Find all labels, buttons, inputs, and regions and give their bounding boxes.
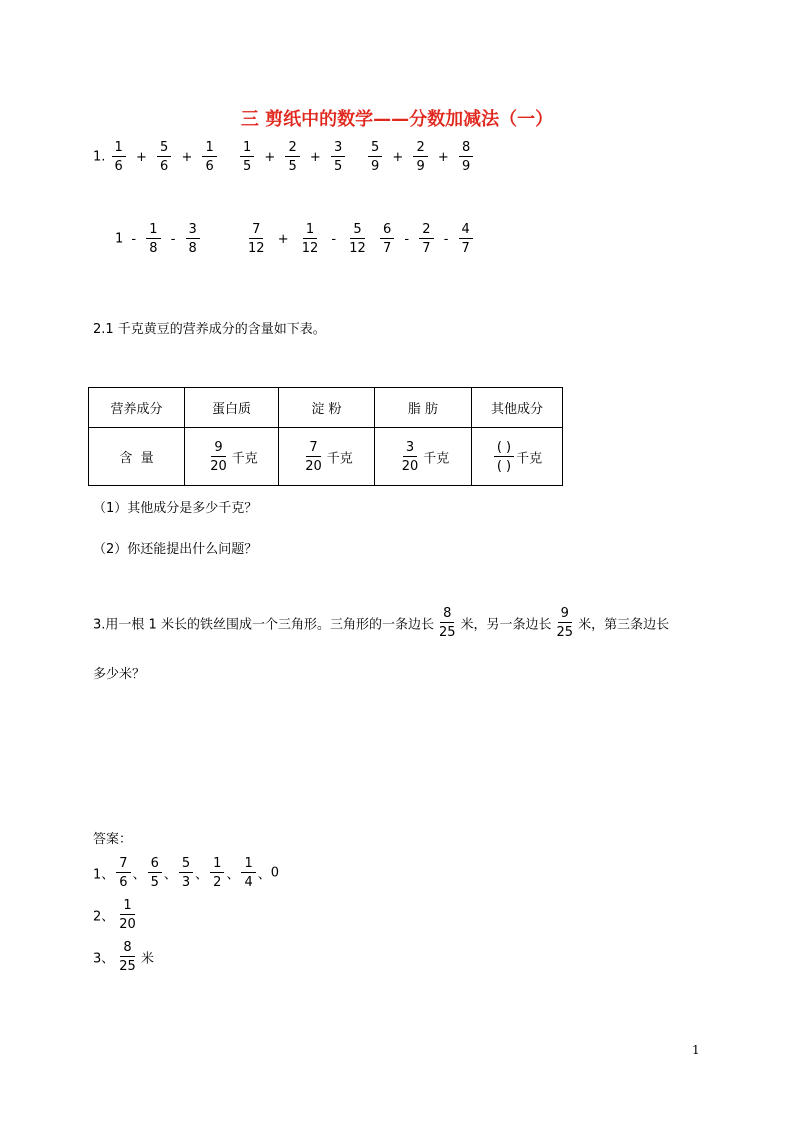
unit-label: 千克 (423, 451, 450, 466)
fraction: $\frac{8}{25}$ (119, 940, 136, 974)
fraction: $\frac{1}{6}$ (112, 141, 126, 173)
unit-label: 千克 (516, 451, 543, 466)
operator: - (443, 231, 449, 247)
q2-intro: 2.1 千克黄豆的营养成分的含量如下表。 (93, 322, 326, 337)
fraction: $\frac{1}{2}$ (210, 857, 224, 889)
fraction: $\frac{6}{7}$ (380, 223, 394, 255)
q2-sub-question-1: （1）其他成分是多少千克？ (93, 501, 258, 516)
operator: + (392, 149, 404, 165)
operator: + (264, 149, 276, 165)
operator: - (170, 231, 176, 247)
answer-label: 3、 (93, 951, 115, 967)
answer-2 (93, 899, 141, 931)
operator: + (135, 149, 147, 165)
answer-label: 2、 (93, 909, 115, 925)
answer-1 (93, 857, 279, 889)
operator: + (437, 149, 449, 165)
table-header-cell: 其他成分 (472, 388, 563, 428)
table-cell (185, 428, 279, 486)
answer-value: 0 (270, 865, 280, 881)
fraction: $\frac{9}{20}$ (210, 439, 227, 474)
operator: + (277, 231, 289, 247)
fraction: $\frac{1}{8}$ (146, 223, 160, 255)
fraction: $\frac{7}{12}$ (248, 222, 265, 256)
operator: + (309, 149, 321, 165)
fraction: $\frac{3}{5}$ (331, 141, 345, 173)
answer-label: 1、 (93, 867, 115, 883)
separator: 、 (132, 867, 146, 883)
fraction: $\frac{5}{12}$ (349, 222, 366, 256)
fraction: $\frac{3}{8}$ (186, 223, 200, 255)
separator: 、 (163, 867, 177, 883)
q2-sub-question-2: （2）你还能提出什么问题？ (93, 542, 258, 557)
answer-3 (93, 941, 154, 973)
table-row-label: 含 量 (89, 428, 185, 486)
separator: 、 (195, 867, 209, 883)
table-header-cell: 淀 粉 (279, 388, 375, 428)
table-cell (472, 428, 563, 486)
unit-label: 千克 (231, 451, 258, 466)
q1-expr-5 (243, 223, 371, 255)
q1-expr-6 (378, 223, 475, 255)
fraction: $\frac{2}{5}$ (285, 141, 299, 173)
separator: 、 (257, 867, 271, 883)
table-header-cell: 脂 肪 (375, 388, 472, 428)
fraction: $\frac{8}{25}$ (438, 606, 456, 640)
page-title: 三 剪纸中的数学——分数加减法（一） (240, 109, 554, 130)
fraction: $\frac{9}{25}$ (556, 606, 574, 640)
table-row (89, 428, 563, 486)
table-cell (375, 428, 472, 486)
table-header-row (89, 388, 563, 428)
whole-number: 1 (115, 231, 124, 247)
fraction: $\frac{1}{12}$ (301, 222, 319, 256)
fraction: $\frac{5}{3}$ (179, 857, 193, 889)
fraction: $\frac{5}{9}$ (368, 141, 382, 173)
table-cell (279, 428, 375, 486)
q1-expr-1 (93, 141, 219, 173)
unit-label: 米 (140, 951, 154, 967)
fraction: $\frac{1}{6}$ (202, 141, 216, 173)
fraction: $\frac{1}{4}$ (241, 857, 255, 889)
q3-line-2: 多少米？ (93, 667, 146, 682)
q3-text: 米，第三条边长 (578, 617, 670, 633)
q3-text: 3.用一根 1 米长的铁丝围成一个三角形。三角形的一条边长 (93, 617, 434, 633)
fraction: $\frac{8}{9}$ (459, 141, 473, 173)
q1-expr-4 (115, 223, 202, 255)
q1-expr-2 (238, 141, 347, 173)
fraction-blank: $\frac{( )}{( )}$ (494, 441, 514, 473)
fraction: $\frac{1}{5}$ (240, 141, 254, 173)
table-header-cell: 蛋白质 (185, 388, 279, 428)
fraction: $\frac{6}{5}$ (148, 857, 162, 889)
q1-expr-3 (366, 141, 475, 173)
q3-line-1 (93, 607, 669, 639)
fraction: $\frac{2}{9}$ (413, 141, 427, 173)
nutrition-table (88, 387, 563, 486)
table-header-cell: 营养成分 (89, 388, 185, 428)
operator: - (404, 231, 410, 247)
operator: + (181, 149, 193, 165)
q3-text: 米，另一条边长 (460, 617, 552, 633)
q1-number: 1. (93, 149, 106, 165)
operator: - (131, 231, 137, 247)
fraction: $\frac{4}{7}$ (459, 223, 473, 255)
page-number: 1 (692, 1043, 700, 1057)
fraction: $\frac{3}{20}$ (401, 439, 419, 474)
fraction: $\frac{1}{20}$ (119, 898, 136, 932)
operator: - (331, 231, 337, 247)
answers-heading: 答案： (93, 832, 133, 847)
fraction: $\frac{2}{7}$ (419, 223, 433, 255)
unit-label: 千克 (326, 451, 353, 466)
fraction: $\frac{7}{6}$ (116, 857, 130, 889)
separator: 、 (226, 867, 240, 883)
fraction: $\frac{5}{6}$ (157, 141, 171, 173)
fraction: $\frac{7}{20}$ (305, 439, 322, 474)
